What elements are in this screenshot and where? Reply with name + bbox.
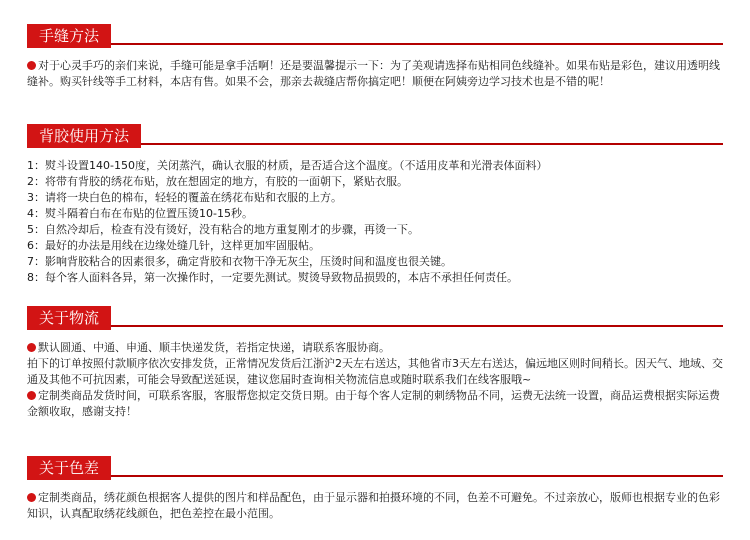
paragraph-text: 拍下的订单按照付款顺序依次安排发货，正常情况发货后江浙沪2天左右送达，其他省市3天左右送达，偏远地区则时间稍长。因天气、地域、交通及其他不可抗因素，可能会导致配送延误，建议您届时查询相关物流信息或随时联系我们在线客服哦~ bbox=[27, 357, 723, 386]
steps-list bbox=[27, 158, 727, 286]
section-body bbox=[27, 158, 727, 286]
section-title: 手缝方法 bbox=[27, 24, 111, 48]
step-item: 8：每个客人面料各异，第一次操作时，一定要先测试。熨烫导致物品损毁的，本店不承担任何责任。 bbox=[27, 271, 518, 284]
paragraph-text: 默认圆通、中通、申通、顺丰快递发货，若指定快递，请联系客服协商。 bbox=[38, 341, 390, 354]
step-item: 5：自然冷却后，检查有没有烫好，没有粘合的地方重复刚才的步骤，再烫一下。 bbox=[27, 223, 419, 236]
paragraph-text: 对于心灵手巧的亲们来说，手缝可能是拿手活啊！还是要温馨提示一下：为了美观请选择布贴相同色线缝补。如果布贴是彩色，建议用透明线缝补。购买针线等手工材料，本店有售。如果不会，那亲去裁缝店帮你搞定吧！顺便在阿姨旁边学习技术也是不错的呢！ bbox=[27, 59, 720, 88]
section-adhesive-usage bbox=[0, 124, 750, 286]
header-rule bbox=[27, 325, 723, 327]
step-item: 1：熨斗设置140-150度，关闭蒸汽，确认衣服的材质，是否适合这个温度。（不适用皮革和光滑表体面料） bbox=[27, 159, 548, 172]
red-dot-icon bbox=[27, 391, 36, 400]
paragraph-text: 定制类商品，绣花颜色根据客人提供的图片和样品配色，由于显示器和拍摄环境的不同，色差不可避免。不过亲放心，版师也根据专业的色彩知识，认真配取绣花线颜色，把色差控在最小范围。 bbox=[27, 491, 720, 520]
paragraph bbox=[27, 388, 727, 420]
paragraph bbox=[27, 356, 727, 388]
step-item: 6：最好的办法是用线在边缘处缝几针，这样更加牢固服帖。 bbox=[27, 239, 320, 252]
red-dot-icon bbox=[27, 493, 36, 502]
section-title: 背胶使用方法 bbox=[27, 124, 141, 148]
paragraph bbox=[27, 340, 727, 356]
step-item: 2：将带有背胶的绣花布贴，放在想固定的地方，有胶的一面朝下，紧贴衣服。 bbox=[27, 175, 408, 188]
paragraph bbox=[27, 58, 727, 90]
section-body bbox=[27, 490, 727, 522]
section-header bbox=[27, 124, 723, 150]
section-color-difference bbox=[0, 456, 750, 522]
section-header bbox=[27, 456, 723, 482]
step-item: 7：影响背胶粘合的因素很多，确定背胶和衣物干净无灰尘，压烫时间和温度也很关键。 bbox=[27, 255, 452, 268]
section-title: 关于物流 bbox=[27, 306, 111, 330]
section-body bbox=[27, 58, 727, 90]
step-item: 4：熨斗隔着白布在布贴的位置压烫10-15秒。 bbox=[27, 207, 253, 220]
section-body bbox=[27, 340, 727, 420]
section-hand-sewing bbox=[0, 24, 750, 90]
red-dot-icon bbox=[27, 61, 36, 70]
section-header bbox=[27, 24, 723, 50]
header-rule bbox=[27, 43, 723, 45]
header-rule bbox=[27, 475, 723, 477]
section-logistics bbox=[0, 306, 750, 420]
paragraph bbox=[27, 490, 727, 522]
red-dot-icon bbox=[27, 343, 36, 352]
section-header bbox=[27, 306, 723, 332]
section-title: 关于色差 bbox=[27, 456, 111, 480]
paragraph-text: 定制类商品发货时间，可联系客服，客服帮您拟定交货日期。由于每个客人定制的刺绣物品不同，运费无法统一设置，商品运费根据实际运费金额收取，感谢支持！ bbox=[27, 389, 720, 418]
step-item: 3：请将一块白色的棉布，轻轻的覆盖在绣花布贴和衣服的上方。 bbox=[27, 191, 342, 204]
